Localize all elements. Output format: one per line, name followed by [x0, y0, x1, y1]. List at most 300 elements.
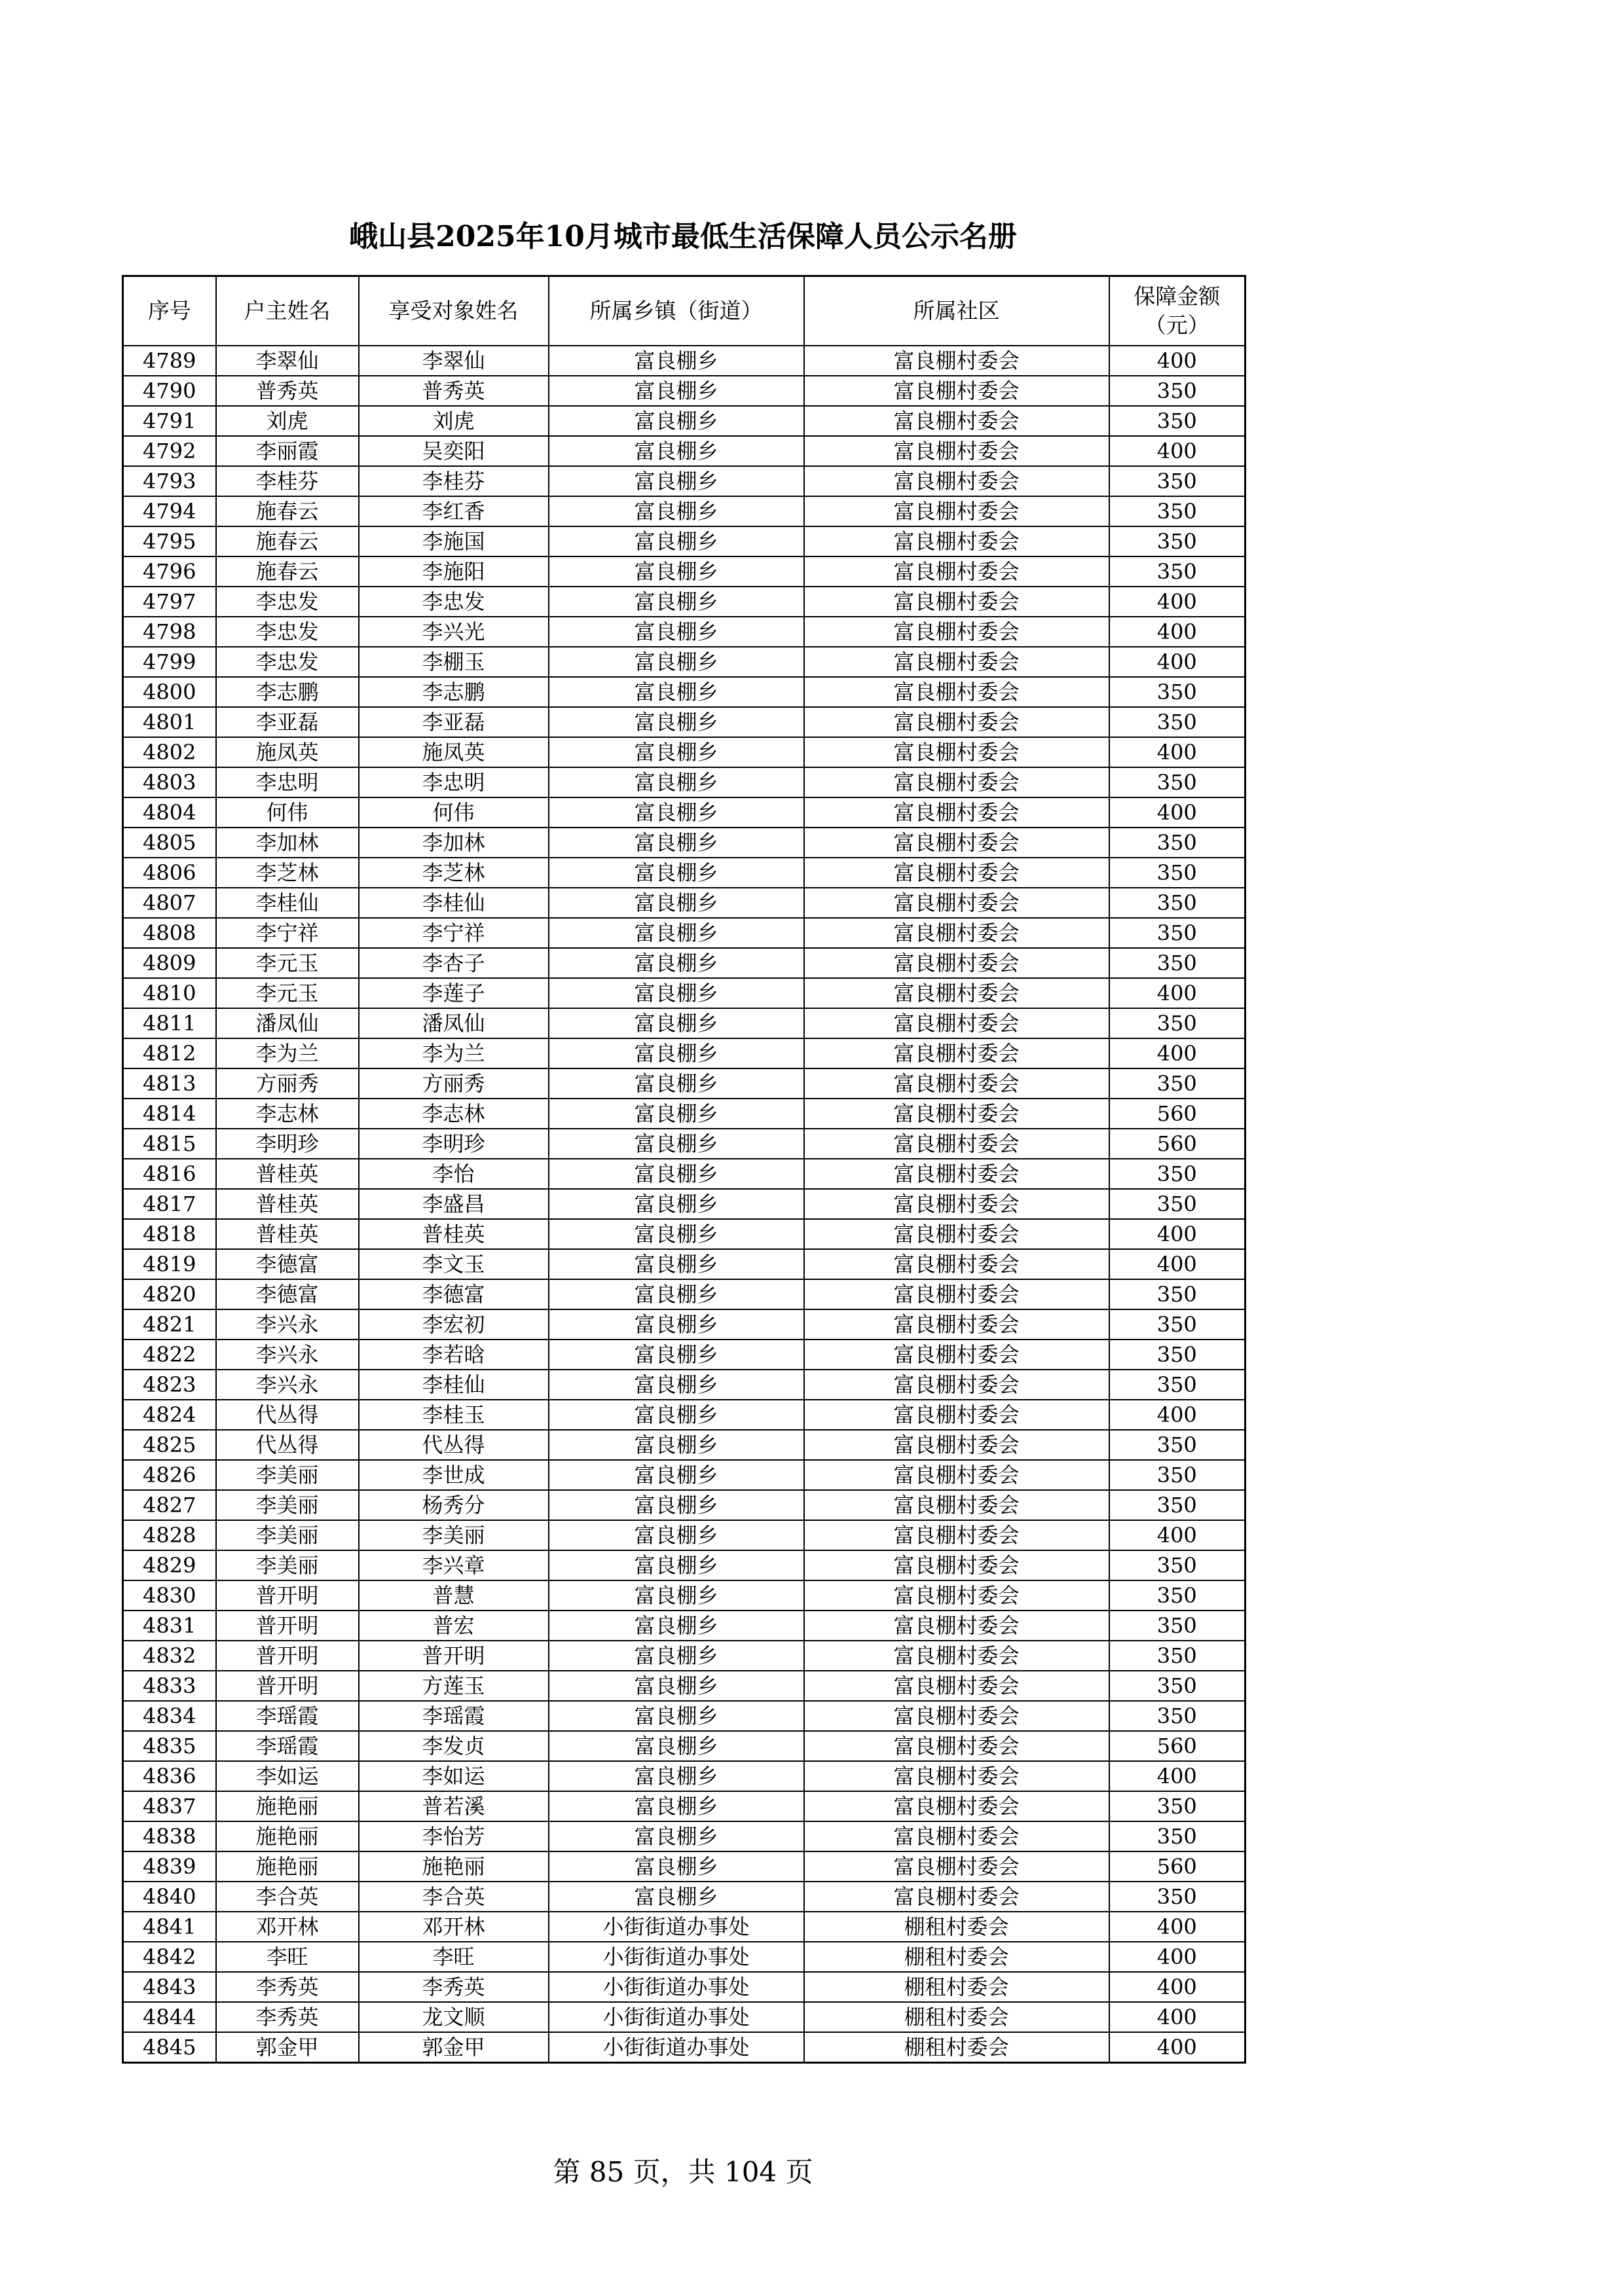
cell-amount: 350: [1109, 1580, 1246, 1611]
cell-index: 4829: [123, 1550, 216, 1580]
cell-beneficiary: 李兴章: [359, 1550, 549, 1580]
cell-township: 富良棚乡: [549, 828, 804, 858]
cell-index: 4835: [123, 1731, 216, 1761]
cell-community: 富良棚村委会: [804, 1008, 1109, 1038]
cell-community: 富良棚村委会: [804, 1821, 1109, 1851]
cell-community: 富良棚村委会: [804, 466, 1109, 496]
cell-index: 4796: [123, 556, 216, 587]
table-row: [123, 1008, 1246, 1038]
cell-index: 4836: [123, 1761, 216, 1791]
cell-community: 富良棚村委会: [804, 828, 1109, 858]
table-row: [123, 1430, 1246, 1460]
cell-index: 4837: [123, 1791, 216, 1821]
cell-index: 4817: [123, 1189, 216, 1219]
cell-householder: 李芝林: [216, 858, 359, 888]
cell-beneficiary: 施艳丽: [359, 1851, 549, 1882]
cell-amount: 350: [1109, 1641, 1246, 1671]
cell-amount: 400: [1109, 1912, 1246, 1942]
cell-community: 富良棚村委会: [804, 376, 1109, 406]
table-row: [123, 1038, 1246, 1068]
cell-index: 4842: [123, 1942, 216, 1972]
cell-township: 富良棚乡: [549, 1761, 804, 1791]
table-row: [123, 1972, 1246, 2002]
cell-householder: 代丛得: [216, 1400, 359, 1430]
cell-index: 4843: [123, 1972, 216, 2002]
cell-beneficiary: 李怡: [359, 1159, 549, 1189]
cell-amount: 400: [1109, 2032, 1246, 2063]
table-row: [123, 1731, 1246, 1761]
cell-householder: 何伟: [216, 797, 359, 828]
cell-householder: 李瑶霞: [216, 1731, 359, 1761]
recipient-table: [122, 275, 1246, 2064]
cell-community: 富良棚村委会: [804, 797, 1109, 828]
cell-township: 富良棚乡: [549, 1339, 804, 1370]
cell-amount: 400: [1109, 587, 1246, 617]
table-row: [123, 617, 1246, 647]
table-row: [123, 526, 1246, 556]
cell-householder: 李忠发: [216, 617, 359, 647]
cell-community: 富良棚村委会: [804, 1460, 1109, 1490]
cell-community: 富良棚村委会: [804, 1370, 1109, 1400]
cell-householder: 方丽秀: [216, 1068, 359, 1099]
cell-householder: 李为兰: [216, 1038, 359, 1068]
cell-amount: 350: [1109, 1279, 1246, 1309]
cell-amount: 350: [1109, 406, 1246, 436]
table-row: [123, 978, 1246, 1008]
cell-amount: 400: [1109, 737, 1246, 767]
table-row: [123, 948, 1246, 978]
cell-township: 小街街道办事处: [549, 2032, 804, 2063]
table-row: [123, 1460, 1246, 1490]
cell-householder: 施春云: [216, 556, 359, 587]
table-row: [123, 1611, 1246, 1641]
table-row: [123, 767, 1246, 797]
cell-amount: 350: [1109, 1008, 1246, 1038]
table-header: [123, 276, 1246, 346]
cell-index: 4798: [123, 617, 216, 647]
cell-community: 富良棚村委会: [804, 346, 1109, 376]
cell-beneficiary: 李秀英: [359, 1972, 549, 2002]
cell-beneficiary: 普若溪: [359, 1791, 549, 1821]
cell-index: 4832: [123, 1641, 216, 1671]
cell-index: 4834: [123, 1701, 216, 1731]
cell-community: 富良棚村委会: [804, 1279, 1109, 1309]
table-row: [123, 587, 1246, 617]
cell-index: 4793: [123, 466, 216, 496]
cell-township: 富良棚乡: [549, 918, 804, 948]
cell-township: 富良棚乡: [549, 466, 804, 496]
table-row: [123, 797, 1246, 828]
cell-index: 4819: [123, 1249, 216, 1279]
cell-beneficiary: 李旺: [359, 1942, 549, 1972]
cell-index: 4801: [123, 707, 216, 737]
cell-beneficiary: 李文玉: [359, 1249, 549, 1279]
cell-township: 富良棚乡: [549, 1701, 804, 1731]
cell-amount: 350: [1109, 1821, 1246, 1851]
cell-householder: 施艳丽: [216, 1821, 359, 1851]
cell-beneficiary: 李宁祥: [359, 918, 549, 948]
col-header-township: 所属乡镇（街道）: [549, 276, 804, 346]
cell-index: 4845: [123, 2032, 216, 2063]
cell-amount: 350: [1109, 1460, 1246, 1490]
cell-amount: 350: [1109, 496, 1246, 526]
cell-township: 富良棚乡: [549, 1580, 804, 1611]
table-row: [123, 888, 1246, 918]
cell-index: 4825: [123, 1430, 216, 1460]
cell-householder: 李志林: [216, 1099, 359, 1129]
cell-community: 富良棚村委会: [804, 978, 1109, 1008]
table-row: [123, 466, 1246, 496]
cell-householder: 李美丽: [216, 1490, 359, 1520]
cell-beneficiary: 施凤英: [359, 737, 549, 767]
cell-amount: 400: [1109, 436, 1246, 466]
cell-beneficiary: 李志林: [359, 1099, 549, 1129]
cell-amount: 400: [1109, 1400, 1246, 1430]
table-row: [123, 1249, 1246, 1279]
cell-beneficiary: 李亚磊: [359, 707, 549, 737]
cell-beneficiary: 普宏: [359, 1611, 549, 1641]
table-row: [123, 1129, 1246, 1159]
cell-township: 富良棚乡: [549, 1159, 804, 1189]
cell-index: 4806: [123, 858, 216, 888]
cell-community: 富良棚村委会: [804, 888, 1109, 918]
table-row: [123, 346, 1246, 376]
cell-index: 4816: [123, 1159, 216, 1189]
cell-community: 富良棚村委会: [804, 587, 1109, 617]
cell-beneficiary: 李若晗: [359, 1339, 549, 1370]
cell-township: 富良棚乡: [549, 587, 804, 617]
cell-amount: 350: [1109, 1370, 1246, 1400]
cell-householder: 李元玉: [216, 978, 359, 1008]
cell-beneficiary: 李世成: [359, 1460, 549, 1490]
cell-index: 4792: [123, 436, 216, 466]
cell-township: 富良棚乡: [549, 1882, 804, 1912]
cell-index: 4794: [123, 496, 216, 526]
cell-householder: 代丛得: [216, 1430, 359, 1460]
cell-beneficiary: 刘虎: [359, 406, 549, 436]
cell-index: 4800: [123, 677, 216, 707]
cell-householder: 李亚磊: [216, 707, 359, 737]
cell-township: 富良棚乡: [549, 1671, 804, 1701]
cell-community: 富良棚村委会: [804, 1219, 1109, 1249]
cell-amount: 350: [1109, 1550, 1246, 1580]
cell-householder: 李忠发: [216, 587, 359, 617]
cell-township: 富良棚乡: [549, 1309, 804, 1339]
cell-householder: 普开明: [216, 1671, 359, 1701]
cell-index: 4812: [123, 1038, 216, 1068]
cell-beneficiary: 杨秀分: [359, 1490, 549, 1520]
cell-amount: 350: [1109, 1068, 1246, 1099]
cell-amount: 400: [1109, 1219, 1246, 1249]
table-row: [123, 1520, 1246, 1550]
cell-amount: 350: [1109, 556, 1246, 587]
cell-community: 富良棚村委会: [804, 948, 1109, 978]
cell-index: 4830: [123, 1580, 216, 1611]
col-header-householder: 户主姓名: [216, 276, 359, 346]
cell-beneficiary: 方丽秀: [359, 1068, 549, 1099]
cell-householder: 普开明: [216, 1641, 359, 1671]
table-row: [123, 1189, 1246, 1219]
cell-amount: 400: [1109, 1249, 1246, 1279]
cell-township: 富良棚乡: [549, 1821, 804, 1851]
cell-community: 富良棚村委会: [804, 647, 1109, 677]
cell-beneficiary: 李合英: [359, 1882, 549, 1912]
cell-householder: 李宁祥: [216, 918, 359, 948]
cell-beneficiary: 李瑶霞: [359, 1701, 549, 1731]
cell-amount: 400: [1109, 1972, 1246, 2002]
cell-community: 富良棚村委会: [804, 406, 1109, 436]
table-row: [123, 1701, 1246, 1731]
table-row: [123, 556, 1246, 587]
table-row: [123, 1339, 1246, 1370]
cell-amount: 350: [1109, 1159, 1246, 1189]
cell-index: 4841: [123, 1912, 216, 1942]
cell-community: 富良棚村委会: [804, 1641, 1109, 1671]
cell-township: 富良棚乡: [549, 376, 804, 406]
cell-householder: 李丽霞: [216, 436, 359, 466]
cell-amount: 350: [1109, 677, 1246, 707]
cell-amount: 400: [1109, 978, 1246, 1008]
cell-index: 4840: [123, 1882, 216, 1912]
cell-township: 富良棚乡: [549, 346, 804, 376]
cell-beneficiary: 吴奕阳: [359, 436, 549, 466]
cell-community: 富良棚村委会: [804, 617, 1109, 647]
cell-householder: 施艳丽: [216, 1791, 359, 1821]
cell-householder: 郭金甲: [216, 2032, 359, 2063]
cell-index: 4795: [123, 526, 216, 556]
cell-amount: 350: [1109, 1339, 1246, 1370]
cell-community: 富良棚村委会: [804, 1430, 1109, 1460]
cell-community: 富良棚村委会: [804, 1189, 1109, 1219]
cell-householder: 李美丽: [216, 1460, 359, 1490]
cell-amount: 350: [1109, 767, 1246, 797]
cell-beneficiary: 普秀英: [359, 376, 549, 406]
table-row: [123, 1791, 1246, 1821]
col-header-beneficiary: 享受对象姓名: [359, 276, 549, 346]
cell-community: 富良棚村委会: [804, 1339, 1109, 1370]
cell-index: 4791: [123, 406, 216, 436]
cell-township: 富良棚乡: [549, 1641, 804, 1671]
cell-township: 富良棚乡: [549, 677, 804, 707]
cell-householder: 李秀英: [216, 2002, 359, 2032]
cell-amount: 400: [1109, 346, 1246, 376]
cell-township: 富良棚乡: [549, 888, 804, 918]
table-row: [123, 1219, 1246, 1249]
cell-beneficiary: 李美丽: [359, 1520, 549, 1550]
cell-index: 4808: [123, 918, 216, 948]
table-row: [123, 436, 1246, 466]
cell-index: 4820: [123, 1279, 216, 1309]
cell-township: 富良棚乡: [549, 556, 804, 587]
cell-township: 富良棚乡: [549, 1460, 804, 1490]
cell-community: 富良棚村委会: [804, 1731, 1109, 1761]
cell-amount: 400: [1109, 797, 1246, 828]
cell-beneficiary: 郭金甲: [359, 2032, 549, 2063]
cell-community: 富良棚村委会: [804, 1671, 1109, 1701]
cell-householder: 刘虎: [216, 406, 359, 436]
cell-index: 4799: [123, 647, 216, 677]
cell-township: 富良棚乡: [549, 436, 804, 466]
cell-householder: 李桂芬: [216, 466, 359, 496]
cell-householder: 施春云: [216, 496, 359, 526]
cell-amount: 560: [1109, 1129, 1246, 1159]
cell-community: 富良棚村委会: [804, 1309, 1109, 1339]
table-body: [123, 346, 1246, 2063]
cell-amount: 350: [1109, 1791, 1246, 1821]
cell-beneficiary: 李兴光: [359, 617, 549, 647]
table-row: [123, 647, 1246, 677]
col-header-community: 所属社区: [804, 276, 1109, 346]
cell-community: 富良棚村委会: [804, 1520, 1109, 1550]
cell-beneficiary: 李加林: [359, 828, 549, 858]
cell-township: 富良棚乡: [549, 1129, 804, 1159]
cell-householder: 潘凤仙: [216, 1008, 359, 1038]
cell-amount: 400: [1109, 1942, 1246, 1972]
cell-township: 富良棚乡: [549, 767, 804, 797]
cell-beneficiary: 李施阳: [359, 556, 549, 587]
cell-beneficiary: 普慧: [359, 1580, 549, 1611]
cell-householder: 邓开林: [216, 1912, 359, 1942]
cell-community: 富良棚村委会: [804, 1159, 1109, 1189]
cell-amount: 350: [1109, 466, 1246, 496]
cell-amount: 350: [1109, 1430, 1246, 1460]
cell-householder: 普开明: [216, 1580, 359, 1611]
cell-township: 富良棚乡: [549, 1249, 804, 1279]
table-row: [123, 1279, 1246, 1309]
cell-index: 4844: [123, 2002, 216, 2032]
cell-index: 4797: [123, 587, 216, 617]
cell-index: 4802: [123, 737, 216, 767]
cell-township: 富良棚乡: [549, 1430, 804, 1460]
cell-beneficiary: 潘凤仙: [359, 1008, 549, 1038]
cell-community: 富良棚村委会: [804, 1099, 1109, 1129]
cell-householder: 李合英: [216, 1882, 359, 1912]
cell-community: 富良棚村委会: [804, 1490, 1109, 1520]
col-header-index: 序号: [123, 276, 216, 346]
cell-amount: 350: [1109, 1701, 1246, 1731]
cell-community: 富良棚村委会: [804, 737, 1109, 767]
cell-beneficiary: 李施国: [359, 526, 549, 556]
cell-amount: 350: [1109, 1490, 1246, 1520]
cell-index: 4809: [123, 948, 216, 978]
table-row: [123, 918, 1246, 948]
table-row: [123, 376, 1246, 406]
page-number: 第 85 页，共 104 页: [553, 2156, 813, 2188]
cell-beneficiary: 李桂仙: [359, 888, 549, 918]
cell-index: 4831: [123, 1611, 216, 1641]
cell-township: 富良棚乡: [549, 1099, 804, 1129]
cell-amount: 350: [1109, 828, 1246, 858]
cell-householder: 李美丽: [216, 1520, 359, 1550]
cell-index: 4811: [123, 1008, 216, 1038]
cell-index: 4827: [123, 1490, 216, 1520]
cell-amount: 560: [1109, 1731, 1246, 1761]
cell-community: 富良棚村委会: [804, 1068, 1109, 1099]
cell-township: 小街街道办事处: [549, 1942, 804, 1972]
cell-index: 4790: [123, 376, 216, 406]
cell-community: 富良棚村委会: [804, 526, 1109, 556]
cell-amount: 350: [1109, 1882, 1246, 1912]
cell-community: 富良棚村委会: [804, 1851, 1109, 1882]
cell-householder: 李德富: [216, 1279, 359, 1309]
table-row: [123, 1550, 1246, 1580]
cell-amount: 350: [1109, 1189, 1246, 1219]
table-row: [123, 707, 1246, 737]
cell-householder: 李如运: [216, 1761, 359, 1791]
cell-beneficiary: 李明珍: [359, 1129, 549, 1159]
cell-beneficiary: 李莲子: [359, 978, 549, 1008]
cell-householder: 李志鹏: [216, 677, 359, 707]
cell-township: 富良棚乡: [549, 647, 804, 677]
cell-community: 富良棚村委会: [804, 1701, 1109, 1731]
cell-beneficiary: 邓开林: [359, 1912, 549, 1942]
cell-householder: 李桂仙: [216, 888, 359, 918]
cell-householder: 李德富: [216, 1249, 359, 1279]
cell-amount: 400: [1109, 1520, 1246, 1550]
cell-beneficiary: 李怡芳: [359, 1821, 549, 1851]
cell-beneficiary: 李德富: [359, 1279, 549, 1309]
cell-householder: 普秀英: [216, 376, 359, 406]
cell-beneficiary: 李忠明: [359, 767, 549, 797]
cell-township: 富良棚乡: [549, 797, 804, 828]
cell-community: 富良棚村委会: [804, 436, 1109, 466]
cell-beneficiary: 李志鹏: [359, 677, 549, 707]
cell-beneficiary: 代丛得: [359, 1430, 549, 1460]
table-row: [123, 1068, 1246, 1099]
cell-community: 富良棚村委会: [804, 1249, 1109, 1279]
cell-beneficiary: 普开明: [359, 1641, 549, 1671]
cell-householder: 李翠仙: [216, 346, 359, 376]
table-row: [123, 1882, 1246, 1912]
cell-beneficiary: 李棚玉: [359, 647, 549, 677]
cell-township: 富良棚乡: [549, 978, 804, 1008]
cell-index: 4805: [123, 828, 216, 858]
cell-community: 富良棚村委会: [804, 1400, 1109, 1430]
cell-amount: 350: [1109, 888, 1246, 918]
cell-community: 棚租村委会: [804, 2032, 1109, 2063]
table-row: [123, 1942, 1246, 1972]
cell-householder: 李忠发: [216, 647, 359, 677]
cell-beneficiary: 李如运: [359, 1761, 549, 1791]
cell-beneficiary: 李盛昌: [359, 1189, 549, 1219]
cell-householder: 普桂英: [216, 1159, 359, 1189]
cell-householder: 施艳丽: [216, 1851, 359, 1882]
table-row: [123, 1099, 1246, 1129]
cell-amount: 350: [1109, 858, 1246, 888]
cell-community: 棚租村委会: [804, 1972, 1109, 2002]
cell-beneficiary: 李杏子: [359, 948, 549, 978]
header-row: [123, 276, 1246, 346]
cell-township: 富良棚乡: [549, 1731, 804, 1761]
table-row: [123, 828, 1246, 858]
cell-householder: 李加林: [216, 828, 359, 858]
cell-index: 4833: [123, 1671, 216, 1701]
cell-township: 富良棚乡: [549, 737, 804, 767]
table-row: [123, 1761, 1246, 1791]
cell-community: 富良棚村委会: [804, 1580, 1109, 1611]
table-row: [123, 2002, 1246, 2032]
table-row: [123, 1851, 1246, 1882]
cell-beneficiary: 李为兰: [359, 1038, 549, 1068]
cell-amount: 560: [1109, 1851, 1246, 1882]
cell-householder: 李忠明: [216, 767, 359, 797]
cell-amount: 350: [1109, 376, 1246, 406]
table-row: [123, 1912, 1246, 1942]
table-row: [123, 737, 1246, 767]
cell-index: 4818: [123, 1219, 216, 1249]
cell-township: 富良棚乡: [549, 1611, 804, 1641]
cell-amount: 400: [1109, 1038, 1246, 1068]
